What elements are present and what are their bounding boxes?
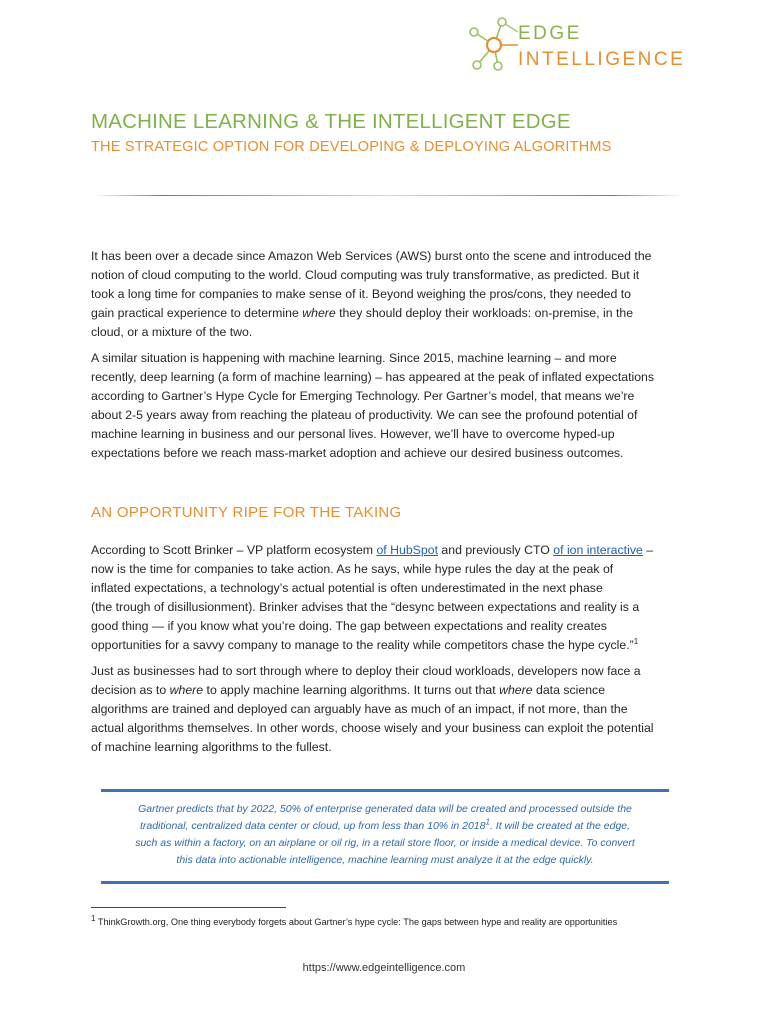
footer-url[interactable]: https://www.edgeintelligence.com bbox=[302, 962, 466, 974]
header-divider bbox=[91, 195, 683, 196]
edge-intelligence-logo bbox=[464, 10, 694, 80]
footnote-text: ThinkGrowth.org, One thing everybody forgets about Gartner’s hype cycle: The gaps between hype and reality are opportunities bbox=[95, 917, 618, 927]
text-line: decision as to bbox=[91, 683, 170, 697]
emphasis-text: where bbox=[169, 683, 204, 697]
text-line: data science bbox=[532, 683, 606, 697]
text-line: now is the time for companies to take action. As he says, while hype rules the day at the peak of bbox=[91, 562, 614, 576]
text-line: gain practical experience to determine bbox=[91, 306, 303, 320]
text-line: and previously CTO bbox=[437, 543, 554, 557]
text-line: to apply machine learning algorithms. It turns out that bbox=[203, 683, 500, 697]
network-nodes-icon bbox=[464, 10, 524, 80]
text-line: about 2-5 years away from reaching the plateau of productivity. We can see the profound potential of bbox=[91, 408, 638, 422]
document-title: MACHINE LEARNING & THE INTELLIGENT EDGE bbox=[91, 110, 571, 133]
section-heading: AN OPPORTUNITY RIPE FOR THE TAKING bbox=[91, 504, 402, 521]
deployment-paragraph bbox=[91, 662, 691, 757]
text-line: algorithms are trained and deployed can arguably have as much of an impact, if not more, than the bbox=[91, 702, 628, 716]
gartner-callout bbox=[101, 801, 669, 869]
text-line: expectations before we reach mass-market adoption and achieve our desired business outcomes. bbox=[91, 446, 624, 460]
document-subtitle: THE STRATEGIC OPTION FOR DEVELOPING & DEPLOYING ALGORITHMS bbox=[91, 139, 612, 155]
callout-line: such as within a factory, on an airplane or oil rig, in a retail store floor, or inside a medical device. To convert bbox=[135, 837, 635, 849]
text-line: notion of cloud computing to the world. Cloud computing was truly transformative, as predicted. But it bbox=[91, 268, 640, 282]
hubspot-link[interactable]: of HubSpot bbox=[376, 543, 438, 557]
text-line: good thing — if you know what you’re doing. The gap between expectations and reality creates bbox=[91, 619, 607, 633]
intro-paragraph-2 bbox=[91, 349, 691, 463]
callout-line: Gartner predicts that by 2022, 50% of enterprise generated data will be created and processed outside the bbox=[138, 803, 632, 815]
logo-text-edge: EDGE bbox=[518, 23, 582, 44]
brinker-paragraph bbox=[91, 541, 691, 655]
footnote-reference[interactable]: 1 bbox=[485, 817, 490, 827]
text-line: It has been over a decade since Amazon Web Services (AWS) burst onto the scene and introduced the bbox=[91, 249, 652, 263]
text-line: they should deploy their workloads: on-premise, in the bbox=[335, 306, 634, 320]
emphasis-text: where bbox=[499, 683, 533, 697]
callout-top-rule bbox=[101, 789, 669, 792]
footnote-mark: 1 bbox=[91, 913, 96, 923]
emphasis-text: where bbox=[302, 306, 336, 320]
text-line: machine learning in business and our personal lives. However, we’ll have to overcome hyped-up bbox=[91, 427, 615, 441]
text-line: inflated expectations, a technology’s actual potential is often underestimated in the next phase bbox=[91, 581, 603, 595]
text-line: took a long time for companies to make sense of it. Beyond weighing the pros/cons, they needed to bbox=[91, 287, 632, 301]
text-line: recently, deep learning (a form of machine learning) – has appeared at the peak of inflated expectations bbox=[91, 370, 655, 384]
footnote bbox=[91, 913, 691, 927]
logo-text-intelligence: INTELLIGENCE bbox=[518, 49, 686, 70]
callout-line: this data into actionable intelligence, machine learning must analyze it at the edge quickly. bbox=[176, 854, 594, 866]
text-line: according to Gartner’s Hype Cycle for Emerging Technology. Per Gartner’s model, that means we’re bbox=[91, 389, 635, 403]
text-line: actual algorithms themselves. In other words, choose wisely and your business can exploit the potential bbox=[91, 721, 654, 735]
text-line: cloud, or a mixture of the two. bbox=[91, 325, 253, 339]
intro-paragraph-1 bbox=[91, 247, 691, 342]
text-line: According to Scott Brinker – VP platform ecosystem bbox=[91, 543, 377, 557]
text-line: of machine learning algorithms to the fullest. bbox=[91, 740, 332, 754]
callout-line: traditional, centralized data center or cloud, up from less than 10% in 2018 bbox=[139, 820, 486, 832]
callout-line: . It will be created at the edge, bbox=[489, 820, 631, 832]
text-line: (the trough of disillusionment). Brinker advises that the “desync between expectations and reality is a bbox=[91, 600, 640, 614]
footnote-reference[interactable]: 1 bbox=[633, 636, 639, 646]
text-line: Just as businesses had to sort through where to deploy their cloud workloads, developers now face a bbox=[91, 664, 641, 678]
text-line: – bbox=[642, 543, 654, 557]
text-line: opportunities for a savvy company to manage to the reality while competitors chase the hype cycle.” bbox=[91, 638, 634, 652]
footnote-separator bbox=[91, 907, 286, 908]
callout-bottom-rule bbox=[101, 881, 669, 884]
ion-interactive-link[interactable]: of ion interactive bbox=[553, 543, 643, 557]
text-line: A similar situation is happening with machine learning. Since 2015, machine learning – and more bbox=[91, 351, 617, 365]
